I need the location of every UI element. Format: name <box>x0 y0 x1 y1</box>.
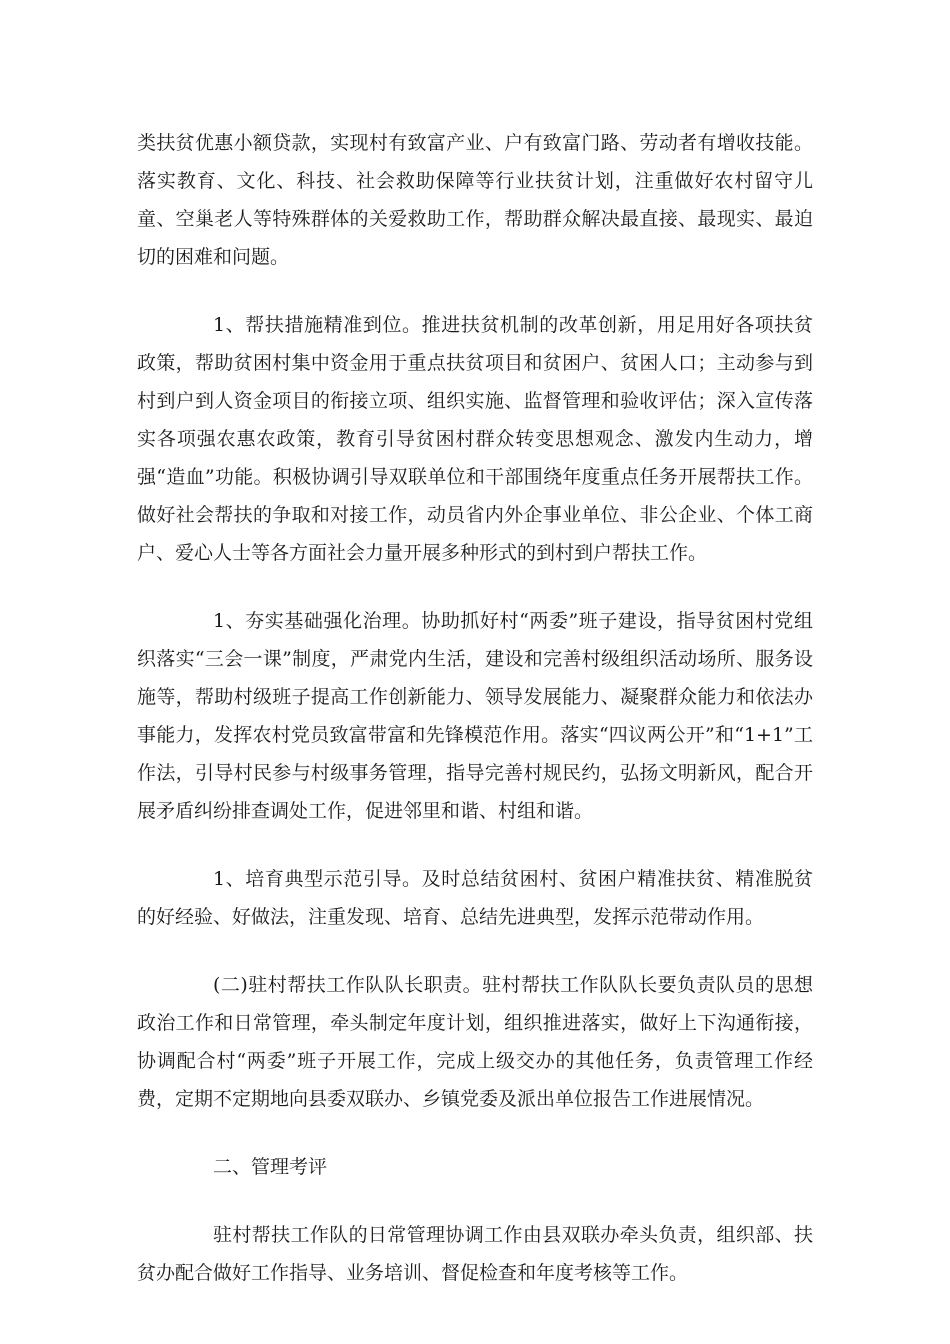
document-body <box>137 124 813 1322</box>
paragraph-assistance-measures: 1、帮扶措施精准到位。推进扶贫机制的改革创新，用足用好各项扶贫政策，帮助贫困村集中资金用于重点扶贫项目和贫困户、贫困人口；主动参与到村到户到人资金项目的衔接立项、组织实施、监督管理和验收评估；深入宣传落实各项强农惠农政策，教育引导贫困村群众转变思想观念、激发内生动力，增强“造血”功能。积极协调引导双联单位和干部围绕年度重点任务开展帮扶工作。做好社会帮扶的争取和对接工作，动员省内外企事业单位、非公企业、个体工商户、爱心人士等各方面社会力量开展多种形式的到村到户帮扶工作。 <box>137 314 813 564</box>
paragraph-team-leader-duties: (二)驻村帮扶工作队队长职责。驻村帮扶工作队队长要负责队员的思想政治工作和日常管理，牵头制定年度计划，组织推进落实，做好上下沟通衔接，协调配合村“两委”班子开展工作，完成上级交办的其他任务，负责管理工作经费，定期不定期地向县委双联办、乡镇党委及派出单位报告工作进展情况。 <box>137 974 813 1110</box>
paragraph-model-cultivation: 1、培育典型示范引导。及时总结贫困村、贫困户精准扶贫、精准脱贫的好经验、好做法，注重发现、培育、总结先进典型，发挥示范带动作用。 <box>137 868 813 928</box>
paragraph-governance: 1、夯实基础强化治理。协助抓好村“两委”班子建设，指导贫困村党组织落实“三会一课”制度，严肃党内生活，建设和完善村级组织活动场所、服务设施等，帮助村级班子提高工作创新能力、领导发展能力、凝聚群众能力和依法办事能力，发挥农村党员致富带富和先锋模范作用。落实“四议两公开”和“1+1”工作法，引导村民参与村级事务管理，指导完善村规民约，弘扬文明新风，配合开展矛盾纠纷排查调处工作，促进邻里和谐、村组和谐。 <box>137 610 813 822</box>
paragraph-continuation: 类扶贫优惠小额贷款，实现村有致富产业、户有致富门路、劳动者有增收技能。落实教育、文化、科技、社会救助保障等行业扶贫计划，注重做好农村留守儿童、空巢老人等特殊群体的关爱救助工作，帮助群众解决最直接、最现实、最迫切的困难和问题。 <box>137 132 813 268</box>
paragraph-management-coordination: 驻村帮扶工作队的日常管理协调工作由县双联办牵头负责，组织部、扶贫办配合做好工作指导、业务培训、督促检查和年度考核等工作。 <box>137 1224 813 1284</box>
section-heading-management: 二、管理考评 <box>213 1156 328 1178</box>
